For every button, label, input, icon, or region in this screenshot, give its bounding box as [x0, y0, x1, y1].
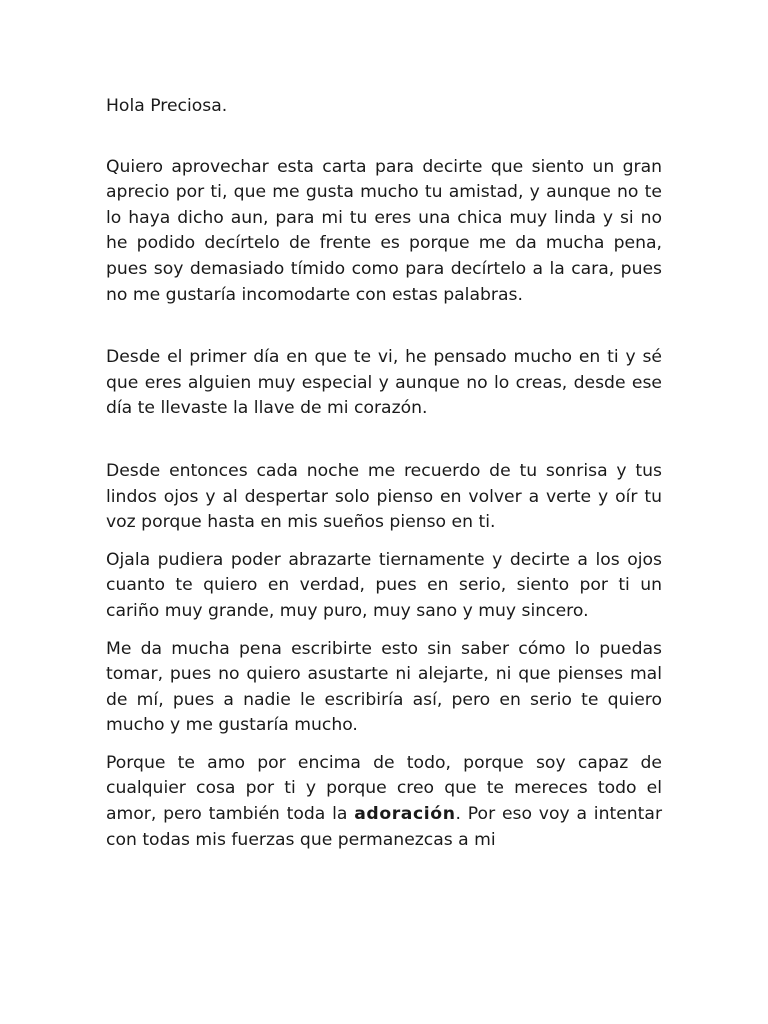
letter-paragraph-4: Ojala pudiera poder abrazarte tiernamente y decirte a los ojos cuanto te quiero en verdad, pues en serio, siento por ti un cariño muy grande, muy puro, muy sano y muy sincero. [106, 549, 662, 621]
letter-paragraph-3: Desde entonces cada noche me recuerdo de tu sonrisa y tus lindos ojos y al despertar solo pienso en volver a verte y oír tu voz porque hasta en mis sueños pienso en ti. [106, 460, 662, 533]
letter-paragraph-6-text-end: . Por eso voy a intentar con todas mis fuerzas que permanezcas a mi [106, 804, 663, 850]
letter-paragraph-6 [106, 751, 662, 853]
letter-bold-word: adoración [354, 804, 456, 825]
letter-paragraph-6-text-start: Porque te amo por encima de todo, porque soy capaz de cualquier cosa por ti y porque creo que te mereces todo el amor, pero también toda la [106, 752, 662, 825]
letter-paragraph-1: Quiero aprovechar esta carta para decirte que siento un gran aprecio por ti, que me gusta mucho tu amistad, y aunque no te lo haya dicho aun, para mi tu eres una chica muy linda y si no he podido decírtelo de frente es porque me da mucha pena, pues soy demasiado tímido como para decírtelo a la cara, pues no me gustaría incomodarte con estas palabras. [106, 156, 662, 305]
letter-paragraph-5: Me da mucha pena escribirte esto sin saber cómo lo puedas tomar, pues no quiero asustarte ni alejarte, ni que pienses mal de mí, pues a nadie le escribiría así, pero en serio te quiero mucho y me gustaría mucho. [106, 638, 662, 736]
letter-paragraph-2: Desde el primer día en que te vi, he pensado mucho en ti y sé que eres alguien muy especial y aunque no lo creas, desde ese día te llevaste la llave de mi corazón. [106, 347, 662, 419]
letter-greeting: Hola Preciosa. [106, 96, 228, 116]
letter-page [106, 94, 662, 853]
